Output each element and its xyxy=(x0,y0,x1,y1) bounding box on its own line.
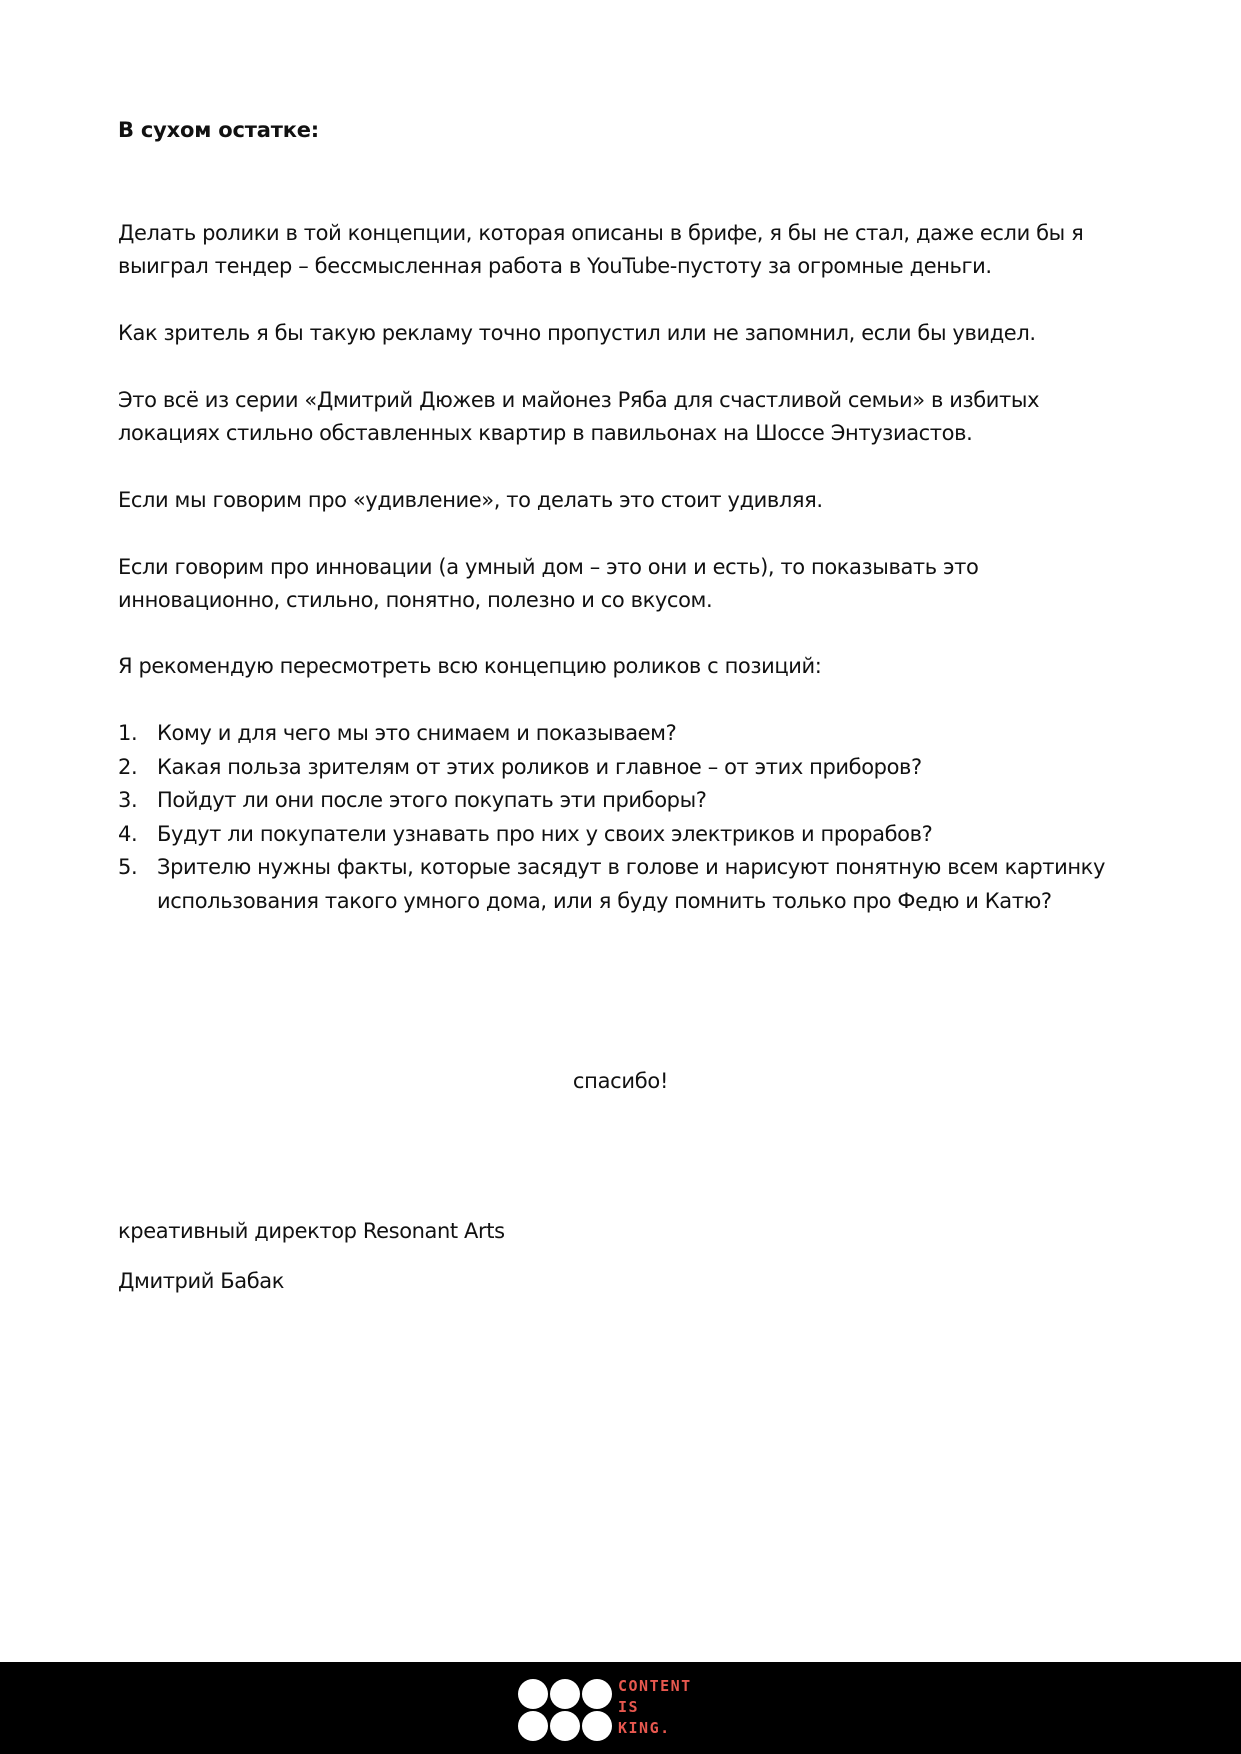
list-item-text: Пойдут ли они после этого покупать эти приборы? xyxy=(157,788,707,812)
list-item xyxy=(118,751,1128,785)
paragraph: Делать ролики в той концепции, которая описаны в брифе, я бы не стал, даже если бы я выиграл тендер – бессмысленная работа в YouTube-пустоту за огромные деньги. xyxy=(118,221,1084,278)
logo-line: KING. xyxy=(618,1719,671,1737)
paragraph: Если мы говорим про «удивление», то делать это стоит удивляя. xyxy=(118,488,823,512)
list-item-text: Будут ли покупатели узнавать про них у своих электриков и прорабов? xyxy=(157,821,933,846)
numbered-list xyxy=(118,717,1128,918)
paragraph: Это всё из серии «Дмитрий Дюжев и майонез Ряба для счастливой семьи» в избитых локациях стильно обставленных квартир в павильонах на Шоссе Энтузиастов. xyxy=(118,388,1040,445)
list-item-text: Зрителю нужны факты, которые засядут в голове и нарисуют понятную всем картинку использования такого умного дома, или я буду помнить только про Федю и Катю? xyxy=(157,855,1105,913)
list-item-number: 2. xyxy=(118,754,138,779)
list-item-number: 3. xyxy=(118,788,138,812)
logo-wordmark xyxy=(618,1676,728,1739)
paragraph: Как зритель я бы такую рекламу точно пропустил или не запомнил, если бы увидел. xyxy=(118,321,1036,345)
logo-line: IS xyxy=(618,1698,640,1716)
list-item-number: 1. xyxy=(118,721,138,745)
list-item xyxy=(118,818,1128,852)
list-item-text: Кому и для чего мы это снимаем и показываем? xyxy=(157,721,677,745)
list-item-number: 5. xyxy=(118,855,138,879)
signature-name: Дмитрий Бабак xyxy=(118,1269,285,1293)
paragraph: Я рекомендую пересмотреть всю концепцию роликов с позиций: xyxy=(118,654,822,678)
list-item xyxy=(118,784,1128,818)
thanks-text: спасибо! xyxy=(572,1069,669,1093)
list-item xyxy=(118,717,1128,751)
logo-dots-icon xyxy=(517,1676,615,1742)
list-item xyxy=(118,851,1128,918)
section-heading: В сухом остатке: xyxy=(118,118,319,142)
signature-role: креативный директор Resonant Arts xyxy=(118,1219,505,1243)
list-item-text: Какая польза зрителям от этих роликов и главное – от этих приборов? xyxy=(157,754,922,779)
content-is-king-logo xyxy=(517,1676,727,1742)
list-item-number: 4. xyxy=(118,821,138,846)
paragraph: Если говорим про инновации (а умный дом – это они и есть), то показывать это инновационно, стильно, понятно, полезно и со вкусом. xyxy=(118,555,979,612)
footer-bar xyxy=(0,1662,1241,1754)
logo-line: CONTENT xyxy=(618,1677,692,1695)
